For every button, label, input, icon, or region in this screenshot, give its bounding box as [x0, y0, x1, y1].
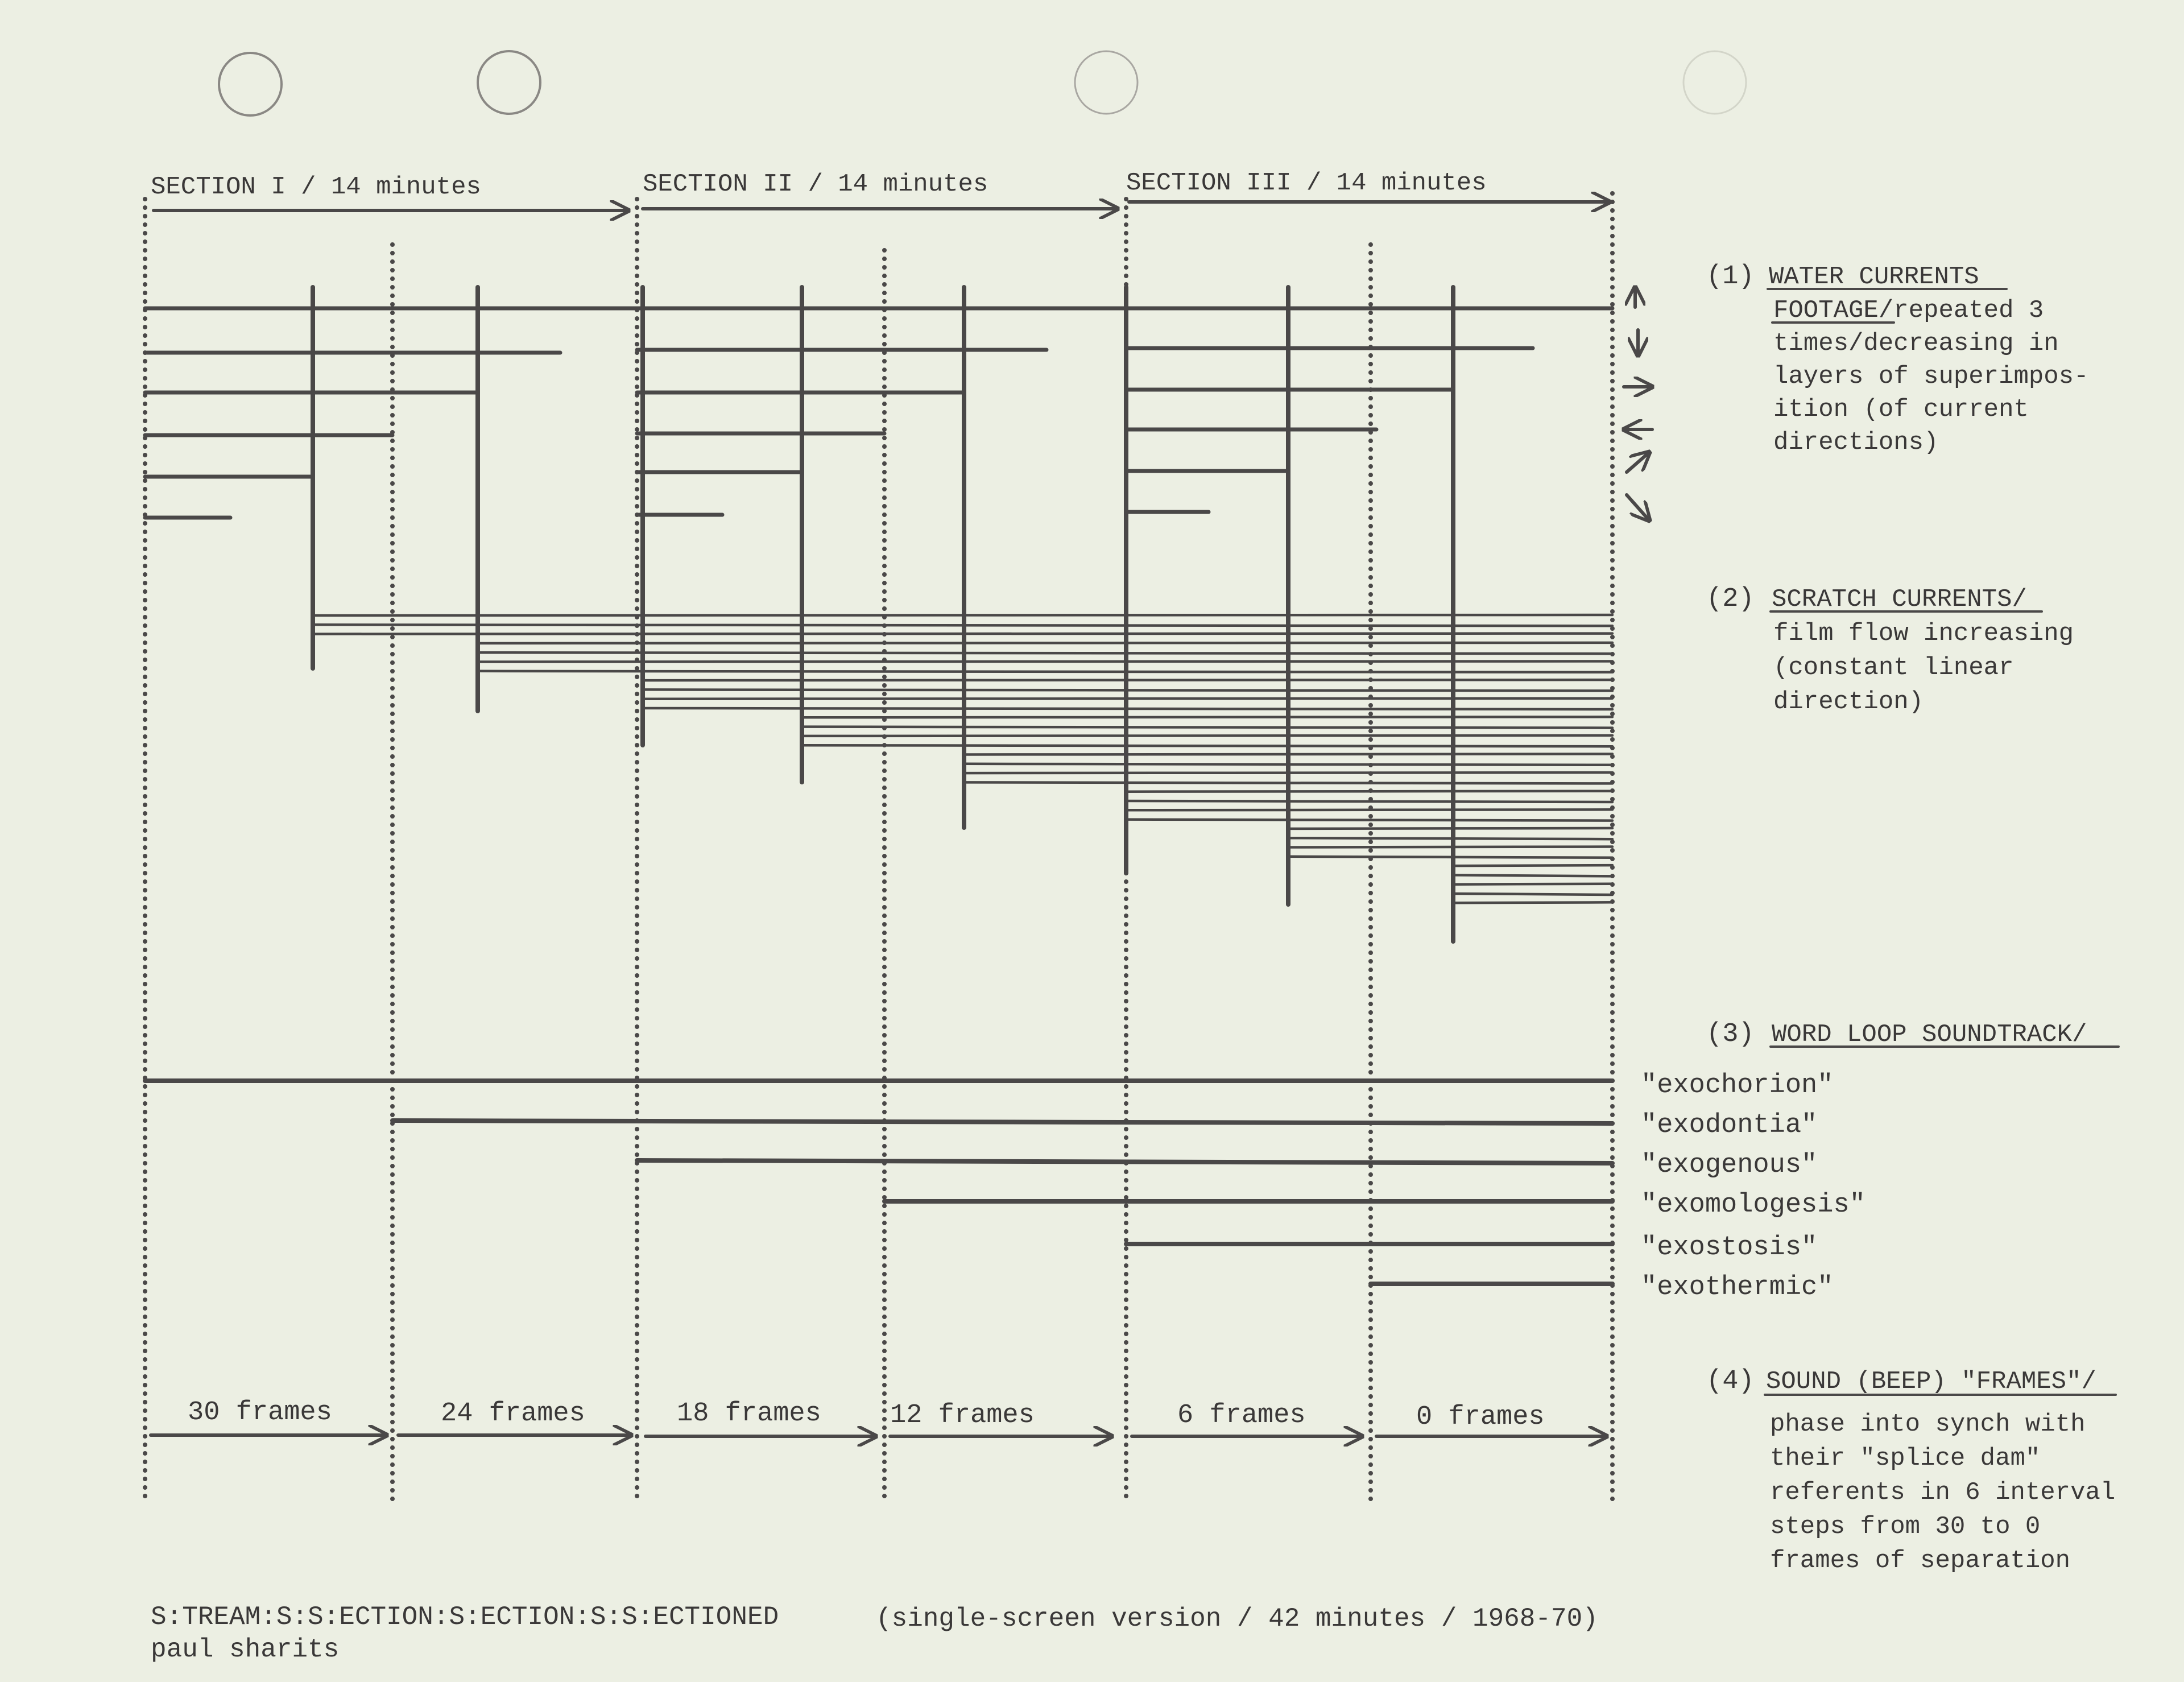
legend-title: SOUND (BEEP) "FRAMES"/	[1766, 1367, 2096, 1396]
scratch-line	[313, 625, 1612, 626]
binder-hole	[478, 51, 540, 114]
scratch-line	[643, 689, 1612, 691]
legend-text: layers of superimpos-	[1773, 362, 2089, 391]
legend-water-currents	[1706, 262, 2089, 457]
legend-number: (1)	[1706, 262, 1755, 292]
scratch-line	[643, 708, 1612, 709]
frame-intervals	[151, 1398, 1607, 1436]
film-title: S:TREAM:S:S:ECTION:S:ECTION:S:S:ECTIONED	[151, 1602, 779, 1632]
frame-interval-label: 18 frames	[677, 1399, 821, 1429]
legend-sound-frames	[1706, 1366, 2116, 1575]
legend-text: referents in 6 interval	[1770, 1478, 2116, 1507]
footer	[151, 1602, 1598, 1664]
scratch-line	[1453, 875, 1612, 876]
scratch-line	[1288, 828, 1612, 829]
frame-interval-label: 12 frames	[890, 1400, 1035, 1431]
scratch-line	[964, 764, 1612, 765]
legend-text: (constant linear	[1773, 654, 2014, 682]
author-name: paul sharits	[151, 1635, 340, 1664]
legend-text: direction)	[1773, 688, 1924, 716]
legend-title: SCRATCH CURRENTS/	[1772, 585, 2027, 614]
legend-text: FOOTAGE/repeated 3	[1773, 296, 2044, 325]
section-3-label: SECTION III / 14 minutes	[1126, 169, 1487, 197]
scratch-line	[1288, 838, 1612, 839]
section-2-label: SECTION II / 14 minutes	[643, 170, 988, 199]
legend-number: (3)	[1706, 1019, 1755, 1049]
frame-interval-label: 24 frames	[441, 1399, 585, 1429]
scratch-line	[1126, 809, 1612, 810]
legend-number: (2)	[1706, 584, 1755, 614]
legend-text: steps from 30 to 0	[1770, 1512, 2041, 1541]
frame-interval-label: 30 frames	[188, 1398, 332, 1428]
legend-text: directions)	[1773, 428, 1939, 457]
scratch-line	[1126, 791, 1612, 792]
arrow-diagonal-icon	[1627, 495, 1649, 520]
frame-interval-label: 0 frames	[1416, 1402, 1545, 1432]
frame-interval-label: 6 frames	[1177, 1400, 1306, 1431]
legend-scratch-currents	[1706, 584, 2074, 716]
binder-hole	[219, 53, 282, 115]
legend-number: (4)	[1706, 1366, 1755, 1396]
binder-holes	[219, 51, 1746, 115]
scratch-line	[478, 671, 1612, 672]
word-loop-lines	[145, 1081, 1612, 1284]
scratch-line	[478, 652, 1612, 654]
scratch-line	[802, 727, 1612, 728]
scratch-line	[964, 782, 1612, 783]
scratch-line	[964, 772, 1612, 773]
legend-text: film flow increasing	[1773, 619, 2074, 648]
scratch-line	[1288, 857, 1612, 858]
word-loop-line	[637, 1160, 1612, 1163]
section-headers	[151, 169, 1610, 210]
scratch-line	[964, 754, 1612, 755]
arrow-diagonal-icon	[1627, 452, 1649, 472]
scratch-line	[1453, 865, 1612, 866]
legend-text: their "splice dam"	[1770, 1444, 2041, 1473]
water-currents-layers	[145, 308, 1612, 518]
word-loop-labels	[1641, 1071, 1866, 1303]
direction-arrows	[1624, 287, 1652, 520]
binder-hole	[1684, 51, 1746, 114]
water-section-1	[145, 353, 560, 518]
word-loop-label: "exochorion"	[1641, 1071, 1834, 1101]
legend-word-loop	[1706, 1019, 2119, 1049]
water-section-3	[1126, 348, 1533, 512]
word-loop-label: "exomologesis"	[1641, 1190, 1866, 1220]
scratch-line	[1453, 902, 1612, 903]
scratch-line	[1288, 847, 1612, 848]
legend-title: WORD LOOP SOUNDTRACK/	[1772, 1020, 2087, 1049]
scratch-line	[1453, 894, 1612, 895]
film-note: (single-screen version / 42 minutes / 1968-70)	[876, 1604, 1598, 1634]
word-loop-line	[392, 1121, 1612, 1123]
scratch-line	[1453, 884, 1612, 885]
scratch-line	[1126, 820, 1612, 821]
legend-text: phase into synch with	[1770, 1410, 2086, 1439]
section-1-label: SECTION I / 14 minutes	[151, 173, 481, 201]
legend-text: ition (of current	[1773, 395, 2029, 424]
word-loop-label: "exogenous"	[1641, 1150, 1818, 1180]
scratch-line	[802, 745, 1612, 746]
word-loop-label: "exothermic"	[1641, 1272, 1834, 1303]
scratch-line	[1126, 801, 1612, 802]
legend-text: times/decreasing in	[1773, 329, 2059, 358]
word-loop-label: "exodontia"	[1641, 1110, 1818, 1140]
binder-hole	[1075, 51, 1138, 114]
legend-text: frames of separation	[1770, 1547, 2071, 1575]
word-loop-label: "exostosis"	[1641, 1233, 1818, 1263]
water-section-2	[637, 350, 1046, 515]
legend-title: WATER CURRENTS	[1769, 263, 1979, 291]
scratch-line	[802, 735, 1612, 736]
